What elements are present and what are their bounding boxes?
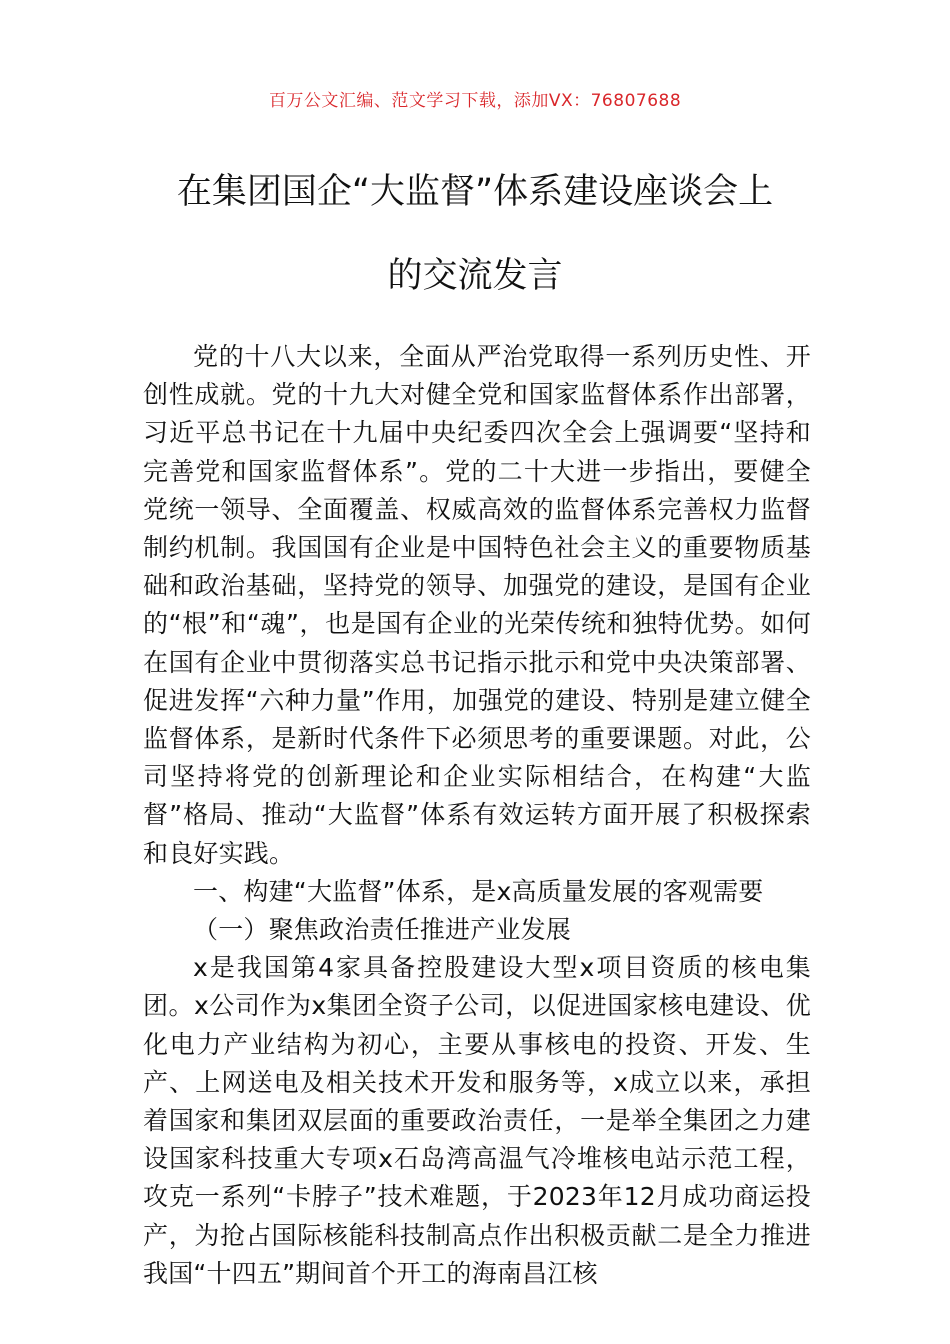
document-body (143, 338, 811, 1293)
paragraph-company-overview: x是我国第4家具备控股建设大型x项目资质的核电集团。x公司作为x集团全资子公司，以促进国家核电建设、优化电力产业结构为初心，主要从事核电的投资、开发、生产、上网送电及相关技术开发和服务等，x成立以来，承担着国家和集团双层面的重要政治责任，一是举全集团之力建设国家科技重大专项x石岛湾高温气冷堆核电站示范工程，攻克一系列“卡脖子”技术难题，于2023年12月成功商运投产，为抢占国际核能科技制高点作出积极贡献二是全力推进我国“十四五”期间首个开工的海南昌江核 (143, 953, 811, 1288)
document-title (140, 150, 810, 318)
subsection-heading-1: （一）聚焦政治责任推进产业发展 (193, 915, 572, 945)
title-line-2: 的交流发言 (387, 256, 563, 296)
header-watermark-note: 百万公文汇编、范文学习下载，添加VX：76807688 (268, 91, 682, 111)
section-heading-1: 一、构建“大监督”体系，是x高质量发展的客观需要 (193, 876, 764, 906)
paragraph-intro: 党的十八大以来，全面从严治党取得一系列历史性、开创性成就。党的十九大对健全党和国家监督体系作出部署，习近平总书记在十九届中央纪委四次全会上强调要“坚持和完善党和国家监督体系”。党的二十大进一步指出，要健全党统一领导、全面覆盖、权威高效的监督体系完善权力监督制约机制。我国国有企业是中国特色社会主义的重要物质基础和政治基础，坚持党的领导、加强党的建设，是国有企业的“根”和“魂”，也是国有企业的光荣传统和独特优势。如何在国有企业中贯彻落实总书记指示批示和党中央决策部署、促进发挥“六种力量”作用，加强党的建设、特别是建立健全监督体系，是新时代条件下必须思考的重要课题。对此，公司坚持将党的创新理论和企业实际相结合，在构建“大监督”格局、推动“大监督”体系有效运转方面开展了积极探索和良好实践。 (143, 342, 811, 868)
title-line-1: 在集团国企“大监督”体系建设座谈会上 (176, 172, 774, 212)
